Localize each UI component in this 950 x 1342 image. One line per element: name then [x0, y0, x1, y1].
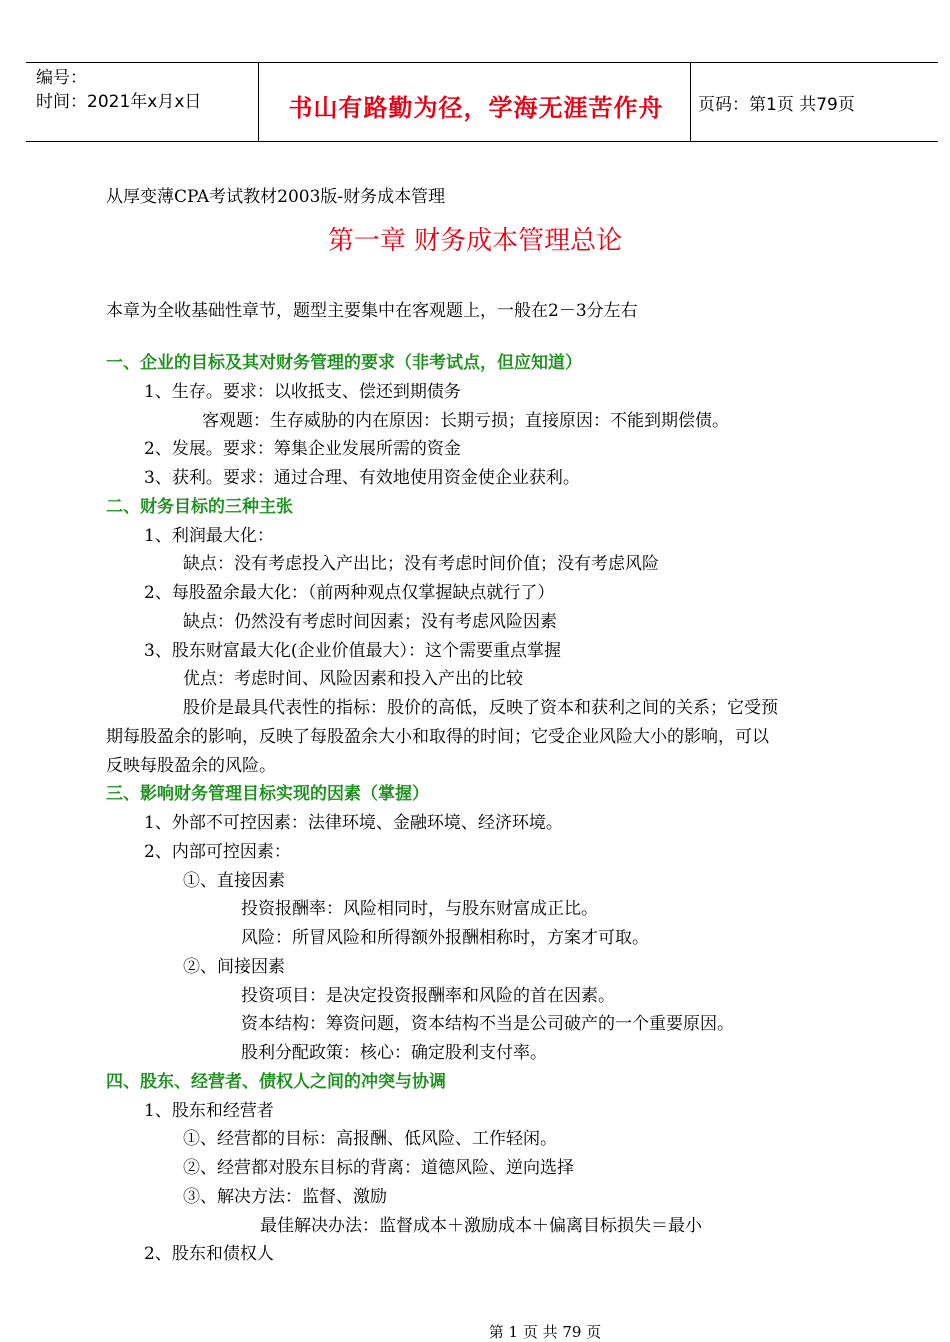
body-line: 投资报酬率：风险相同时，与股东财富成正比。 — [241, 899, 598, 920]
body-line: ②、间接因素 — [183, 956, 285, 977]
body-line: 优点：考虑时间、风险因素和投入产出的比较 — [183, 669, 523, 690]
body-line: 3、股东财富最大化(企业价值最大）：这个需要重点掌握 — [144, 640, 561, 661]
number-label: 编号： — [36, 68, 87, 88]
page-footer: 第 1 页 共 79 页 — [488, 1323, 602, 1341]
document-subtitle: 从厚变薄CPA考试教材2003版-财务成本管理 — [106, 187, 446, 207]
body-line: ③、解决方法：监督、激励 — [183, 1186, 387, 1207]
time-label: 时间：2021年x月x日 — [36, 92, 202, 112]
body-line: 2、内部可控因素： — [144, 841, 291, 862]
body-line: 期每股盈余的影响，反映了每股盈余大小和取得的时间；它受企业风险大小的影响，可以 — [106, 726, 769, 747]
body-line: 2、发展。要求：筹集企业发展所需的资金 — [144, 439, 461, 460]
body-line: 股价是最具代表性的指标：股价的高低，反映了资本和获利之间的关系；它受预 — [183, 698, 778, 718]
section-heading: 三、影响财务管理目标实现的因素（掌握） — [106, 784, 429, 805]
header-divider-1 — [258, 62, 259, 142]
body-line: 1、股东和经营者 — [144, 1100, 274, 1121]
header-top-border — [26, 62, 938, 63]
body-line: 最佳解决办法：监督成本＋激励成本＋偏离目标损失＝最小 — [260, 1215, 702, 1236]
body-line: 缺点：没有考虑投入产出比；没有考虑时间价值；没有考虑风险 — [183, 554, 659, 575]
header-meta — [36, 66, 201, 114]
body-line: 1、利润最大化： — [144, 525, 274, 546]
chapter-title: 第一章 财务成本管理总论 — [327, 226, 623, 256]
body-line: ①、经营都的目标：高报酬、低风险、工作轻闲。 — [183, 1129, 557, 1150]
body-line: 2、股东和债权人 — [144, 1244, 274, 1265]
body-line: 3、获利。要求：通过合理、有效地使用资金使企业获利。 — [144, 468, 580, 488]
body-line: 反映每股盈余的风险。 — [106, 755, 276, 776]
body-line: 投资项目：是决定投资报酬率和风险的首在因素。 — [241, 985, 615, 1006]
body-line: 资本结构：筹资问题，资本结构不当是公司破产的一个重要原因。 — [241, 1014, 734, 1035]
body-line: ①、直接因素 — [183, 870, 285, 891]
section-heading: 一、企业的目标及其对财务管理的要求（非考试点，但应知道） — [106, 353, 582, 373]
header-bottom-border — [26, 141, 938, 142]
body-line: 缺点：仍然没有考虑时间因素；没有考虑风险因素 — [183, 611, 557, 632]
chapter-intro: 本章为全收基础性章节，题型主要集中在客观题上，一般在2－3分左右 — [106, 301, 638, 321]
header-motto: 书山有路勤为径，学海无涯苦作舟 — [288, 94, 664, 122]
header-table — [26, 62, 938, 142]
header-page-info: 页码：第1页 共79页 — [698, 95, 855, 115]
section-heading: 四、股东、经营者、债权人之间的冲突与协调 — [106, 1071, 446, 1092]
body-line: 客观题：生存威胁的内在原因：长期亏损；直接原因：不能到期偿债。 — [202, 410, 729, 431]
body-line: 2、每股盈余最大化：（前两种观点仅掌握缺点就行了） — [144, 583, 555, 603]
body-line: 1、外部不可控因素：法律环境、金融环境、经济环境。 — [144, 813, 563, 833]
section-heading: 二、财务目标的三种主张 — [106, 496, 293, 517]
body-line: 1、生存。要求：以收抵支、偿还到期债务 — [144, 381, 461, 402]
body-line: 风险：所冒风险和所得额外报酬相称时，方案才可取。 — [241, 928, 649, 948]
body-line: ②、经营都对股东目标的背离：道德风险、逆向选择 — [183, 1158, 574, 1178]
body-line: 股利分配政策：核心：确定股利支付率。 — [241, 1043, 547, 1063]
